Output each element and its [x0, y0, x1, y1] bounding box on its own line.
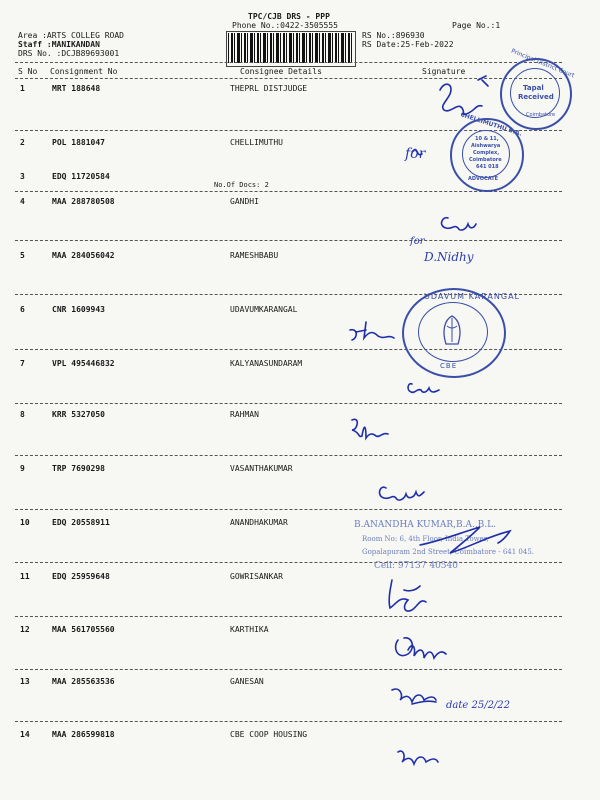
advocate-address-line: Room No: 6, 4th Floor, India Tower,	[362, 535, 489, 543]
row-consignee: GOWRISANKAR	[230, 572, 283, 581]
row-sno: 6	[20, 305, 25, 314]
row-consignment: KRR 5327050	[52, 410, 105, 419]
row-sno: 2	[20, 138, 25, 147]
row-consignee: VASANTHAKUMAR	[230, 464, 293, 473]
row-sno: 11	[20, 572, 30, 581]
row-sno: 14	[20, 730, 30, 739]
no-of-docs: No.Of Docs: 2	[214, 181, 269, 189]
row-consignment: EDQ 11720584	[52, 172, 110, 181]
row-consignee: GANESAN	[230, 677, 264, 686]
handwritten-for: for	[405, 146, 426, 162]
advocate-stamp-line: 10 & 11,	[475, 136, 499, 142]
row-consignee: UDAVUMKARANGAL	[230, 305, 298, 314]
row-sno: 5	[20, 251, 25, 260]
row-consignee: ANANDHAKUMAR	[230, 518, 288, 527]
staff-label: Staff :MANIKANDAN	[18, 40, 100, 49]
handwritten-for: for	[410, 236, 425, 247]
row-consignment: MAA 285563536	[52, 677, 115, 686]
row-consignment: TRP 7690298	[52, 464, 105, 473]
court-stamp-received: Received	[518, 93, 554, 101]
row-consignee: CHELLIMUTHU	[230, 138, 283, 147]
advocate-stamp-title: ADVOCATE	[468, 176, 499, 182]
row-consignee: THEPRL DISTJUDGE	[230, 84, 308, 93]
report-title: TPC/CJB DRS - PPP	[248, 12, 330, 21]
row-consignment: POL 1881047	[52, 138, 105, 147]
row-sno: 10	[20, 518, 30, 527]
handwritten-date: date 25/2/22	[446, 700, 511, 711]
row-sno: 4	[20, 197, 25, 206]
phone-number: Phone No.:0422-3505555	[232, 21, 338, 30]
row-consignment: MAA 561705560	[52, 625, 115, 634]
row-consignee: CBE COOP HOUSING	[230, 730, 308, 739]
row-consignee: GANDHI	[230, 197, 259, 206]
row-consignment: MAA 288780508	[52, 197, 115, 206]
rs-number: RS No.:896930	[362, 31, 425, 40]
col-consignment: Consignment No	[50, 67, 118, 76]
col-consignee: Consignee Details	[240, 67, 322, 76]
page-number: Page No.:1	[452, 21, 501, 30]
advocate-stamp-line: Coimbatore	[469, 157, 502, 163]
court-stamp-city: Coimbatore	[526, 112, 556, 118]
col-signature: Signature	[422, 67, 466, 76]
advocate-name-stamp: B.ANANDHA KUMAR,B.A.,B.L.	[354, 520, 496, 530]
court-stamp-text: Principal District Court	[510, 47, 576, 80]
karangal-stamp-name: UDAVUM KARANGAL	[424, 292, 521, 301]
row-consignment: EDQ 25959648	[52, 572, 110, 581]
row-sno: 1	[20, 84, 25, 93]
advocate-stamp-line: Complex,	[473, 150, 500, 156]
row-consignment: MAA 284056042	[52, 251, 115, 260]
rs-date: RS Date:25-Feb-2022	[362, 40, 454, 49]
advocate-address-line: Gopalapuram 2nd Street, Coimbatore - 641 045.	[362, 548, 535, 556]
karangal-stamp-city: CBE	[440, 362, 458, 370]
row-sno: 12	[20, 625, 30, 634]
advocate-stamp-line: 641 018	[476, 164, 499, 170]
drs-number: DRS No. :DCJB89693001	[18, 49, 120, 58]
row-sno: 3	[20, 172, 25, 181]
row-sno: 8	[20, 410, 25, 419]
row-consignee: KALYANASUNDARAM	[230, 359, 303, 368]
handwritten-signature: D.Nidhy	[424, 250, 474, 264]
advocate-stamp-line: Aishwarya	[471, 143, 501, 149]
row-sno: 9	[20, 464, 25, 473]
row-sno: 7	[20, 359, 25, 368]
row-consignment: CNR 1609943	[52, 305, 105, 314]
advocate-stamp-name: CHELLIMUTHU B.A.	[459, 111, 523, 138]
row-consignment: EDQ 20558911	[52, 518, 110, 527]
row-consignee: RAHMAN	[230, 410, 259, 419]
row-consignment: MAA 286599818	[52, 730, 115, 739]
row-consignee: KARTHIKA	[230, 625, 269, 634]
row-consignment: MRT 188648	[52, 84, 101, 93]
row-consignee: RAMESHBABU	[230, 251, 279, 260]
area-label: Area :ARTS COLLEG ROAD	[18, 31, 124, 40]
advocate-phone: Cell: 97137 40540	[374, 561, 458, 571]
row-sno: 13	[20, 677, 30, 686]
row-consignment: VPL 495446832	[52, 359, 115, 368]
court-stamp-tapal: Tapal	[523, 84, 544, 92]
col-sno: S No	[18, 67, 38, 76]
